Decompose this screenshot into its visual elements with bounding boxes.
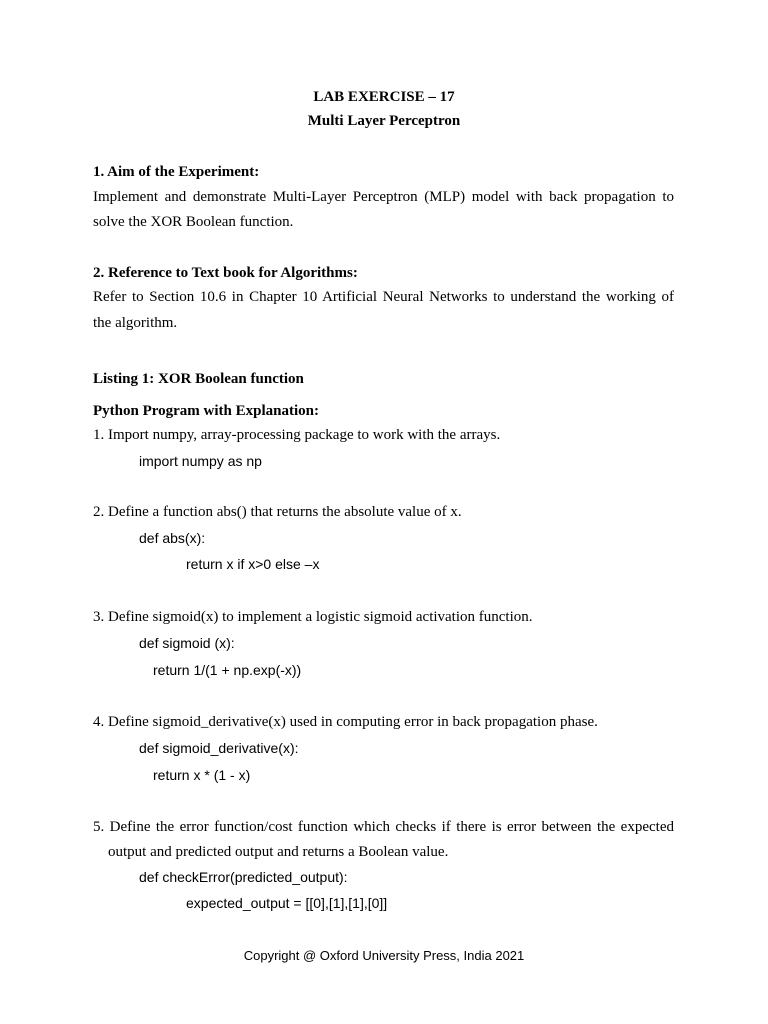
step-5-code-line-2: expected_output = [[0],[1],[1],[0]] bbox=[186, 895, 388, 911]
step-5-text-line-1: 5. Define the error function/cost function which checks if there is error between the expected bbox=[93, 819, 674, 835]
step-3-code-line-2: return 1/(1 + np.exp(-x)) bbox=[153, 662, 302, 678]
step-5-text-line-2: output and predicted output and returns a Boolean value. bbox=[108, 844, 449, 860]
aim-heading: 1. Aim of the Experiment: bbox=[93, 164, 260, 180]
reference-heading: 2. Reference to Text book for Algorithms: bbox=[93, 265, 358, 281]
step-2-code-line-2: return x if x>0 else –x bbox=[186, 556, 320, 572]
step-2-code-line-1: def abs(x): bbox=[139, 530, 206, 546]
aim-text-line-2: solve the XOR Boolean function. bbox=[93, 214, 294, 230]
program-subheading: Python Program with Explanation: bbox=[93, 403, 319, 419]
reference-text-line-1: Refer to Section 10.6 in Chapter 10 Artificial Neural Networks to understand the working of bbox=[93, 289, 674, 305]
page-title: LAB EXERCISE – 17 bbox=[313, 89, 455, 105]
step-4-code-line-1: def sigmoid_derivative(x): bbox=[139, 740, 299, 756]
step-1-code: import numpy as np bbox=[139, 453, 262, 469]
step-4-code-line-2: return x * (1 - x) bbox=[153, 767, 251, 783]
listing-title: Listing 1: XOR Boolean function bbox=[93, 371, 304, 387]
step-2-text: 2. Define a function abs() that returns the absolute value of x. bbox=[93, 504, 462, 520]
page-subtitle: Multi Layer Perceptron bbox=[307, 113, 461, 129]
step-1-text: 1. Import numpy, array-processing package to work with the arrays. bbox=[93, 427, 501, 443]
aim-text-line-1: Implement and demonstrate Multi-Layer Perceptron (MLP) model with back propagation to bbox=[93, 189, 674, 205]
page-footer-copyright: Copyright @ Oxford University Press, India 2021 bbox=[243, 948, 525, 963]
step-3-code-line-1: def sigmoid (x): bbox=[139, 635, 235, 651]
step-5-code-line-1: def checkError(predicted_output): bbox=[139, 869, 348, 885]
step-4-text: 4. Define sigmoid_derivative(x) used in computing error in back propagation phase. bbox=[93, 714, 598, 730]
reference-text-line-2: the algorithm. bbox=[93, 315, 178, 331]
step-3-text: 3. Define sigmoid(x) to implement a logistic sigmoid activation function. bbox=[93, 609, 533, 625]
